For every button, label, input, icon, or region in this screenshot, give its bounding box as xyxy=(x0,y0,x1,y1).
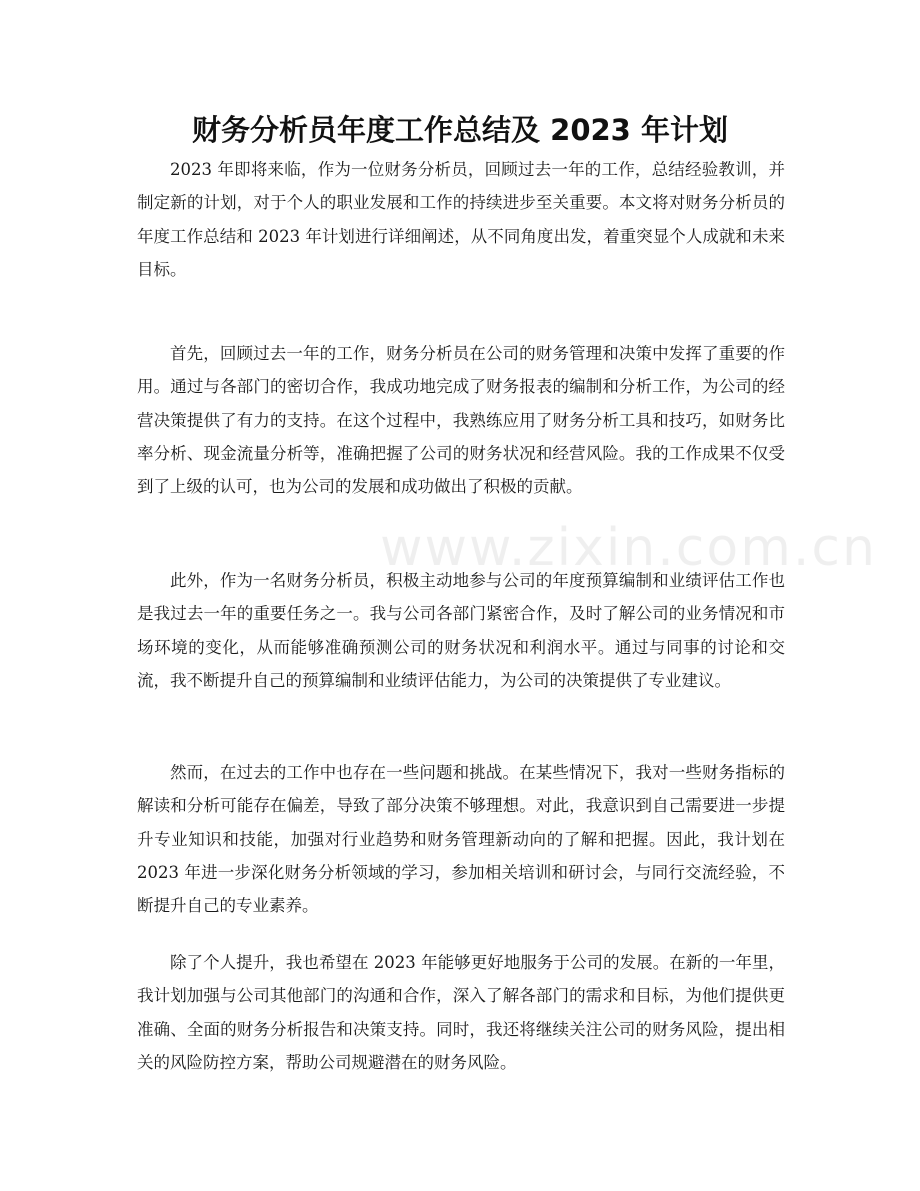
document-title: 财务分析员年度工作总结及 2023 年计划 xyxy=(192,113,728,147)
paragraph-budget: 此外，作为一名财务分析员，积极主动地参与公司的年度预算编制和业绩评估工作也是我过去一年的重要任务之一。我与公司各部门紧密合作，及时了解公司的业务情况和市场环境的变化，从而能够准确预测公司的财务状况和利润水平。通过与同事的讨论和交流，我不断提升自己的预算编制和业绩评估能力，为公司的决策提供了专业建议。 xyxy=(137,571,785,690)
paragraph-intro: 2023 年即将来临，作为一位财务分析员，回顾过去一年的工作，总结经验教训，并制定新的计划，对于个人的职业发展和工作的持续进步至关重要。本文将对财务分析员的年度工作总结和 2023 年计划进行详细阐述，从不同角度出发，着重突显个人成就和未来目标。 xyxy=(137,160,785,279)
paragraph-review: 首先，回顾过去一年的工作，财务分析员在公司的财务管理和决策中发挥了重要的作用。通过与各部门的密切合作，我成功地完成了财务报表的编制和分析工作，为公司的经营决策提供了有力的支持。在这个过程中，我熟练应用了财务分析工具和技巧，如财务比率分析、现金流量分析等，准确把握了公司的财务状况和经营风险。我的工作成果不仅受到了上级的认可，也为公司的发展和成功做出了积极的贡献。 xyxy=(137,344,785,497)
paragraph-challenges: 然而，在过去的工作中也存在一些问题和挑战。在某些情况下，我对一些财务指标的解读和分析可能存在偏差，导致了部分决策不够理想。对此，我意识到自己需要进一步提升专业知识和技能，加强对行业趋势和财务管理新动向的了解和把握。因此，我计划在 2023 年进一步深化财务分析领域的学习，参加相关培训和研讨会，与同行交流经验，不断提升自己的专业素养。 xyxy=(137,763,785,916)
paragraph-plan: 除了个人提升，我也希望在 2023 年能够更好地服务于公司的发展。在新的一年里，我计划加强与公司其他部门的沟通和合作，深入了解各部门的需求和目标，为他们提供更准确、全面的财务分析报告和决策支持。同时，我还将继续关注公司的财务风险，提出相关的风险防控方案，帮助公司规避潜在的财务风险。 xyxy=(137,953,785,1072)
watermark: www.zixin.com.cn xyxy=(380,518,877,578)
